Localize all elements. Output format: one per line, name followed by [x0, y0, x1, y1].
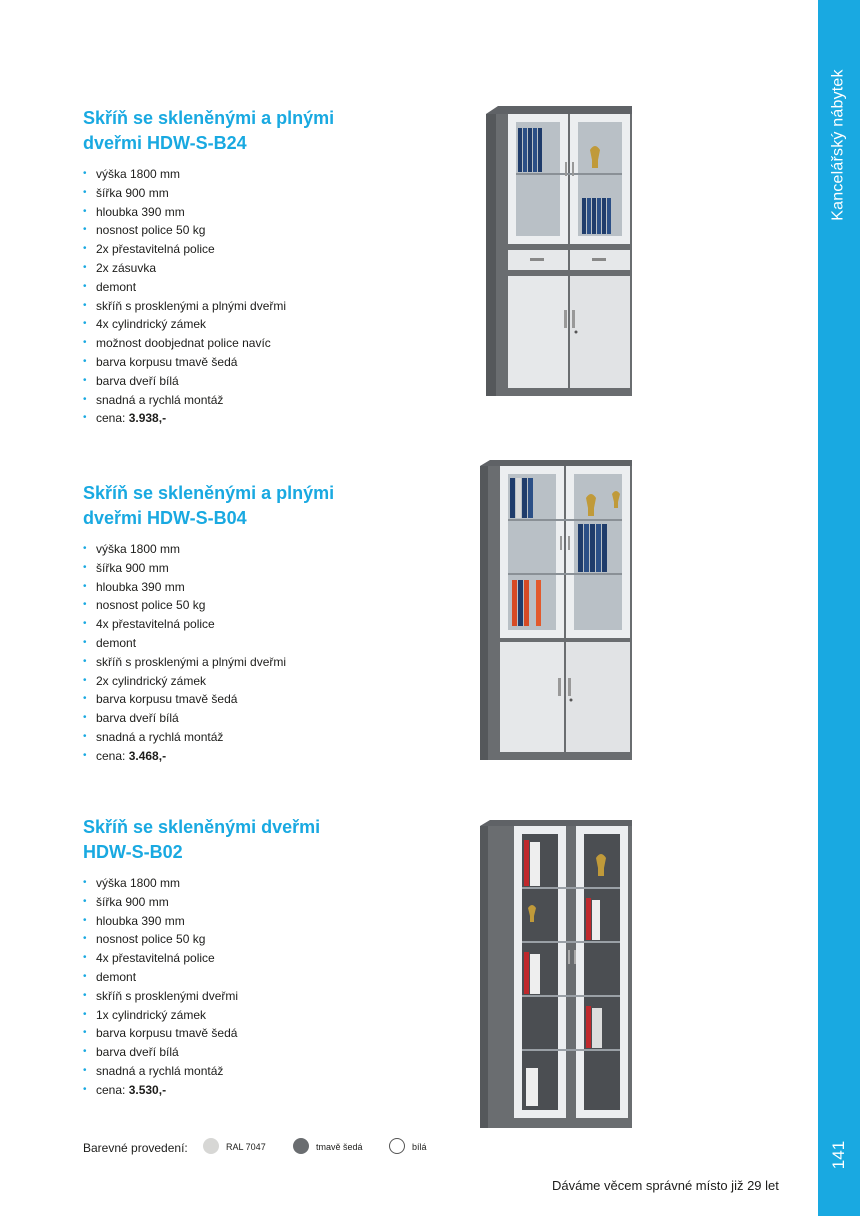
product-hdw-s-b02	[83, 815, 443, 1100]
spec-item: • skříň s prosklenými dveřmi	[83, 987, 443, 1006]
product-hdw-s-b04	[83, 481, 443, 766]
spec-item: • nosnost police 50 kg	[83, 930, 443, 949]
spec-item: • 1x cylindrický zámek	[83, 1006, 443, 1025]
spec-item: • snadná a rychlá montáž	[83, 391, 443, 410]
spec-item: • barva korpusu tmavě šedá	[83, 690, 443, 709]
spec-item: • výška 1800 mm	[83, 165, 443, 184]
spec-item: • snadná a rychlá montáž	[83, 728, 443, 747]
spec-item: • 4x přestavitelná police	[83, 949, 443, 968]
spec-item: • skříň s prosklenými a plnými dveřmi	[83, 297, 443, 316]
spec-item: • barva dveří bílá	[83, 1043, 443, 1062]
spec-item: • výška 1800 mm	[83, 874, 443, 893]
price-item: • cena: 3.468,-	[83, 747, 443, 766]
price-value: 3.468,-	[128, 748, 167, 763]
cabinet-b24-image	[482, 104, 638, 400]
spec-item: • demont	[83, 278, 443, 297]
spec-item: • 4x cylindrický zámek	[83, 315, 443, 334]
product-title: Skříň se skleněnými a plnými dveřmi HDW-S-B04	[83, 483, 335, 528]
section-title	[818, 0, 860, 290]
spec-item: • nosnost police 50 kg	[83, 596, 443, 615]
price-item: • cena: 3.530,-	[83, 1081, 443, 1100]
spec-list	[83, 874, 443, 1100]
spec-item: • výška 1800 mm	[83, 540, 443, 559]
spec-item: • hloubka 390 mm	[83, 912, 443, 931]
swatch-ral-7047[interactable]	[203, 1138, 219, 1154]
spec-list	[83, 540, 443, 766]
price-value: 3.938,-	[128, 411, 167, 426]
spec-item: • demont	[83, 968, 443, 987]
swatch-white[interactable]	[389, 1138, 405, 1154]
price-item: • cena: 3.938,-	[83, 409, 443, 428]
product-title: Skříň se skleněnými dveřmi HDW-S-B02	[83, 817, 321, 862]
spec-item: • hloubka 390 mm	[83, 203, 443, 222]
product-title: Skříň se skleněnými a plnými dveřmi HDW-S-B24	[83, 108, 335, 153]
spec-item: • 2x zásuvka	[83, 259, 443, 278]
spec-item: • demont	[83, 634, 443, 653]
spec-item: • barva korpusu tmavě šedá	[83, 1024, 443, 1043]
swatch-dark-gray[interactable]	[293, 1138, 309, 1154]
spec-item: • snadná a rychlá montáž	[83, 1062, 443, 1081]
cabinet-b02-image	[476, 818, 636, 1132]
swatch-name: bílá	[412, 1142, 427, 1152]
spec-item: • šířka 900 mm	[83, 559, 443, 578]
price-value: 3.530,-	[128, 1082, 167, 1097]
swatch-name: tmavě šedá	[316, 1142, 363, 1152]
spec-list	[83, 165, 443, 428]
spec-item: • šířka 900 mm	[83, 184, 443, 203]
spec-item: • barva dveří bílá	[83, 372, 443, 391]
footer-slogan: Dáváme věcem správné místo již 29 let	[552, 1178, 779, 1193]
spec-item: • 2x přestavitelná police	[83, 240, 443, 259]
product-hdw-s-b24	[83, 106, 443, 428]
spec-item: • 4x přestavitelná police	[83, 615, 443, 634]
page-number-text: 141	[829, 1140, 848, 1170]
spec-item: • skříň s prosklenými a plnými dveřmi	[83, 653, 443, 672]
spec-item: • barva dveří bílá	[83, 709, 443, 728]
swatch-name: RAL 7047	[226, 1142, 266, 1152]
spec-item: • možnost doobjednat police navíc	[83, 334, 443, 353]
page-number	[818, 1130, 860, 1180]
spec-item: • šířka 900 mm	[83, 893, 443, 912]
spec-item: • barva korpusu tmavě šedá	[83, 353, 443, 372]
spec-item: • hloubka 390 mm	[83, 578, 443, 597]
section-title-text: Kancelářský nábytek	[830, 69, 847, 221]
spec-item: • 2x cylindrický zámek	[83, 672, 443, 691]
color-options	[83, 1138, 483, 1158]
cabinet-b04-image	[476, 458, 636, 764]
color-options-label: Barevné provedení:	[83, 1141, 188, 1155]
spec-item: • nosnost police 50 kg	[83, 221, 443, 240]
